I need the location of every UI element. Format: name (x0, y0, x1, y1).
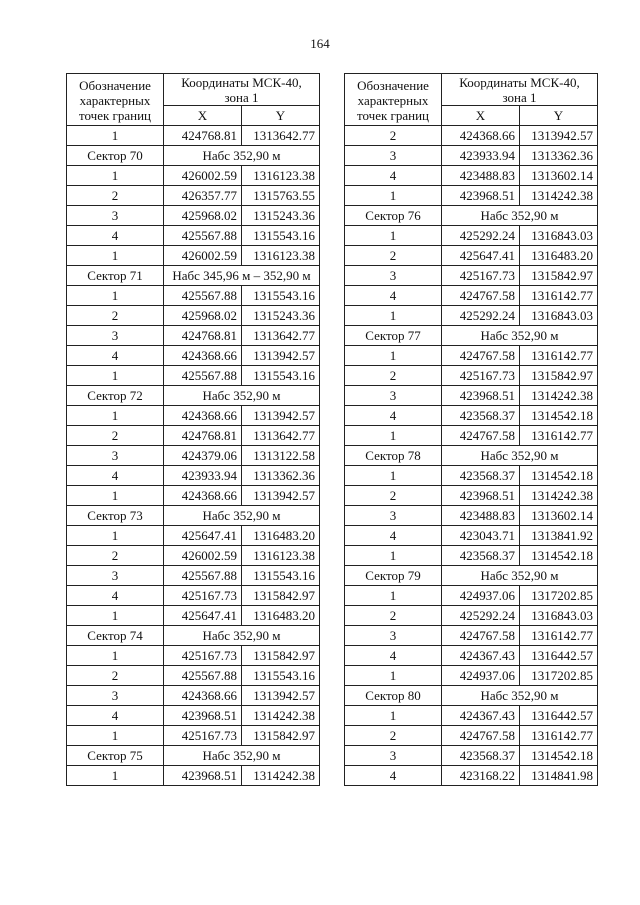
point-label: 1 (345, 586, 442, 606)
point-label: 3 (67, 326, 164, 346)
x-value: 423968.51 (164, 706, 242, 726)
coordinates-header-zone: зона 1 (502, 90, 537, 105)
x-value: 424768.81 (164, 126, 242, 146)
table-row (67, 586, 320, 606)
y-value: 1316123.38 (242, 546, 320, 566)
point-label: 3 (67, 566, 164, 586)
table-row (67, 566, 320, 586)
point-label: 1 (345, 346, 442, 366)
point-label: 1 (67, 166, 164, 186)
x-value: 426002.59 (164, 546, 242, 566)
y-value: 1315763.55 (242, 186, 320, 206)
table-row (345, 126, 598, 146)
coordinates-table-left (66, 73, 320, 786)
x-value: 424767.58 (442, 286, 520, 306)
table-row (67, 366, 320, 386)
table-row (67, 446, 320, 466)
point-label: 1 (345, 546, 442, 566)
table-row (345, 506, 598, 526)
y-value: 1313942.57 (242, 346, 320, 366)
table-row (67, 426, 320, 446)
sector-row (67, 146, 320, 166)
x-value: 425167.73 (164, 646, 242, 666)
table-row (345, 726, 598, 746)
y-value: 1315842.97 (242, 586, 320, 606)
y-value: 1313841.92 (520, 526, 598, 546)
point-label: 2 (67, 426, 164, 446)
page-number: 164 (310, 36, 330, 51)
sector-label: Сектор 79 (345, 566, 442, 586)
sector-label: Сектор 75 (67, 746, 164, 766)
point-label: 4 (345, 166, 442, 186)
y-value: 1316142.77 (520, 346, 598, 366)
y-value: 1316123.38 (242, 246, 320, 266)
point-label: 2 (345, 366, 442, 386)
table-row (345, 466, 598, 486)
x-value: 424379.06 (164, 446, 242, 466)
x-value: 423968.51 (442, 486, 520, 506)
x-value: 423488.83 (442, 506, 520, 526)
point-label: 3 (345, 746, 442, 766)
point-label: 2 (67, 306, 164, 326)
x-value: 424368.66 (164, 346, 242, 366)
table-row (67, 486, 320, 506)
sector-row (67, 506, 320, 526)
table-row (67, 406, 320, 426)
y-value: 1315842.97 (242, 646, 320, 666)
table-row (345, 226, 598, 246)
point-label: 1 (67, 246, 164, 266)
y-value: 1314542.18 (520, 406, 598, 426)
y-value: 1313122.58 (242, 446, 320, 466)
y-value: 1313942.57 (242, 486, 320, 506)
y-value: 1316142.77 (520, 286, 598, 306)
table-row (345, 346, 598, 366)
x-header: X (442, 106, 520, 126)
x-value: 424937.06 (442, 666, 520, 686)
sector-elevation: Набс 352,90 м (442, 326, 598, 346)
x-value: 426002.59 (164, 166, 242, 186)
y-value: 1313602.14 (520, 506, 598, 526)
sector-elevation: Набс 352,90 м (164, 146, 320, 166)
table-row (345, 546, 598, 566)
coordinates-table-right (344, 73, 598, 786)
x-value: 424367.43 (442, 646, 520, 666)
table-row (67, 326, 320, 346)
x-header: X (164, 106, 242, 126)
sector-row (345, 326, 598, 346)
point-label: 4 (67, 226, 164, 246)
point-label: 3 (67, 446, 164, 466)
table-row (345, 406, 598, 426)
x-value: 424368.66 (164, 406, 242, 426)
x-value: 423168.22 (442, 766, 520, 786)
point-label: 3 (345, 506, 442, 526)
y-value: 1316142.77 (520, 626, 598, 646)
y-value: 1314242.38 (520, 486, 598, 506)
point-designation-header-line: точек границ (356, 107, 430, 123)
point-label: 2 (345, 126, 442, 146)
x-value: 425167.73 (442, 266, 520, 286)
y-value: 1313942.57 (242, 686, 320, 706)
sector-elevation: Набс 352,90 м (164, 746, 320, 766)
table-row (67, 646, 320, 666)
x-value: 425647.41 (164, 606, 242, 626)
y-value: 1314242.38 (242, 766, 320, 786)
sector-label: Сектор 80 (345, 686, 442, 706)
y-header: Y (520, 106, 598, 126)
coordinates-header-line: Координаты МСК-40, (181, 75, 302, 90)
x-value: 423933.94 (442, 146, 520, 166)
point-designation-header-line: точек границ (78, 107, 152, 123)
y-value: 1316483.20 (242, 606, 320, 626)
point-label: 3 (345, 386, 442, 406)
point-label: 4 (345, 406, 442, 426)
x-value: 423568.37 (442, 546, 520, 566)
point-label: 1 (67, 486, 164, 506)
y-value: 1315543.16 (242, 366, 320, 386)
point-label: 4 (345, 286, 442, 306)
table-row (345, 286, 598, 306)
x-value: 424767.58 (442, 726, 520, 746)
x-value: 423568.37 (442, 406, 520, 426)
y-value: 1316142.77 (520, 726, 598, 746)
point-label: 2 (345, 486, 442, 506)
x-value: 423968.51 (164, 766, 242, 786)
sector-label: Сектор 78 (345, 446, 442, 466)
point-label: 1 (67, 126, 164, 146)
table-row (67, 206, 320, 226)
point-label: 1 (345, 226, 442, 246)
point-designation-header (345, 74, 442, 126)
sector-label: Сектор 73 (67, 506, 164, 526)
point-label: 1 (345, 186, 442, 206)
table-row (345, 626, 598, 646)
sector-row (67, 746, 320, 766)
table-row (345, 666, 598, 686)
x-value: 425292.24 (442, 306, 520, 326)
table-row (67, 286, 320, 306)
y-value: 1314242.38 (242, 706, 320, 726)
point-label: 1 (67, 646, 164, 666)
y-value: 1315543.16 (242, 286, 320, 306)
sector-label: Сектор 77 (345, 326, 442, 346)
x-value: 426357.77 (164, 186, 242, 206)
point-label: 3 (345, 146, 442, 166)
y-value: 1315543.16 (242, 566, 320, 586)
point-label: 3 (67, 686, 164, 706)
table-row (345, 306, 598, 326)
x-value: 424768.81 (164, 326, 242, 346)
point-label: 3 (345, 626, 442, 646)
y-value: 1315842.97 (242, 726, 320, 746)
y-value: 1315243.36 (242, 206, 320, 226)
sector-label: Сектор 76 (345, 206, 442, 226)
sector-elevation: Набс 352,90 м (164, 386, 320, 406)
point-label: 1 (345, 666, 442, 686)
point-designation-header-line: характерных (357, 92, 429, 108)
x-value: 423933.94 (164, 466, 242, 486)
y-header: Y (242, 106, 320, 126)
header-row (67, 74, 320, 106)
x-value: 425292.24 (442, 226, 520, 246)
x-value: 425567.88 (164, 666, 242, 686)
x-value: 425647.41 (164, 526, 242, 546)
x-value: 425567.88 (164, 226, 242, 246)
table-row (67, 346, 320, 366)
point-label: 1 (345, 706, 442, 726)
point-label: 1 (67, 726, 164, 746)
y-value: 1315543.16 (242, 666, 320, 686)
y-value: 1313642.77 (242, 126, 320, 146)
table-row (345, 366, 598, 386)
point-label: 3 (345, 266, 442, 286)
sector-elevation: Набс 352,90 м (442, 686, 598, 706)
x-value: 423043.71 (442, 526, 520, 546)
y-value: 1315543.16 (242, 226, 320, 246)
sector-label: Сектор 74 (67, 626, 164, 646)
y-value: 1313602.14 (520, 166, 598, 186)
point-label: 3 (67, 206, 164, 226)
sector-row (345, 206, 598, 226)
x-value: 425647.41 (442, 246, 520, 266)
sector-label: Сектор 72 (67, 386, 164, 406)
sector-row (345, 686, 598, 706)
y-value: 1316483.20 (520, 246, 598, 266)
point-label: 1 (345, 306, 442, 326)
point-label: 2 (67, 186, 164, 206)
table-row (67, 606, 320, 626)
x-value: 425968.02 (164, 306, 242, 326)
table-row (345, 526, 598, 546)
table-row (67, 466, 320, 486)
sector-elevation: Набс 352,90 м (164, 506, 320, 526)
x-value: 424768.81 (164, 426, 242, 446)
point-label: 1 (67, 366, 164, 386)
sector-row (345, 446, 598, 466)
coordinates-header (164, 74, 320, 106)
y-value: 1313642.77 (242, 326, 320, 346)
x-value: 423568.37 (442, 746, 520, 766)
y-value: 1313942.57 (520, 126, 598, 146)
x-value: 423968.51 (442, 386, 520, 406)
header-row (345, 74, 598, 106)
y-value: 1316142.77 (520, 426, 598, 446)
point-designation-header-line: Обозначение (79, 77, 151, 93)
table-row (67, 226, 320, 246)
table-row (345, 266, 598, 286)
table-row (67, 706, 320, 726)
table-row (67, 726, 320, 746)
table-row (67, 686, 320, 706)
table-row (67, 306, 320, 326)
x-value: 423488.83 (442, 166, 520, 186)
sector-elevation: Набс 352,90 м (442, 446, 598, 466)
y-value: 1317202.85 (520, 666, 598, 686)
sector-row (67, 386, 320, 406)
point-label: 4 (345, 646, 442, 666)
point-designation-header (67, 74, 164, 126)
point-label: 1 (345, 466, 442, 486)
y-value: 1316442.57 (520, 706, 598, 726)
y-value: 1317202.85 (520, 586, 598, 606)
x-value: 424937.06 (442, 586, 520, 606)
y-value: 1316123.38 (242, 166, 320, 186)
table-row (345, 706, 598, 726)
y-value: 1315243.36 (242, 306, 320, 326)
sector-row (345, 566, 598, 586)
point-label: 2 (345, 726, 442, 746)
table-row (345, 606, 598, 626)
table-row (345, 586, 598, 606)
point-label: 2 (345, 606, 442, 626)
x-value: 424767.58 (442, 346, 520, 366)
coordinates-header (442, 74, 598, 106)
table-row (67, 186, 320, 206)
point-label: 4 (67, 466, 164, 486)
point-label: 1 (345, 426, 442, 446)
table-row (67, 766, 320, 786)
sector-row (67, 266, 320, 286)
point-label: 4 (67, 586, 164, 606)
point-label: 4 (67, 706, 164, 726)
point-label: 2 (345, 246, 442, 266)
x-value: 424368.66 (164, 686, 242, 706)
y-value: 1314542.18 (520, 746, 598, 766)
point-label: 2 (67, 546, 164, 566)
sector-elevation: Набс 352,90 м (442, 566, 598, 586)
point-label: 4 (345, 766, 442, 786)
point-label: 1 (67, 286, 164, 306)
table-row (345, 426, 598, 446)
sector-row (67, 626, 320, 646)
sector-elevation: Набс 352,90 м (164, 626, 320, 646)
table-row (67, 126, 320, 146)
table-row (345, 246, 598, 266)
point-label: 1 (67, 406, 164, 426)
sector-elevation: Набс 345,96 м – 352,90 м (164, 266, 320, 286)
table-row (67, 526, 320, 546)
x-value: 425292.24 (442, 606, 520, 626)
y-value: 1314542.18 (520, 546, 598, 566)
y-value: 1316843.03 (520, 306, 598, 326)
coordinates-header-line: Координаты МСК-40, (459, 75, 580, 90)
table-row (345, 766, 598, 786)
point-label: 2 (67, 666, 164, 686)
x-value: 425167.73 (164, 586, 242, 606)
y-value: 1314242.38 (520, 386, 598, 406)
y-value: 1313642.77 (242, 426, 320, 446)
x-value: 425567.88 (164, 366, 242, 386)
point-label: 1 (67, 766, 164, 786)
table-row (67, 666, 320, 686)
x-value: 424367.43 (442, 706, 520, 726)
table-row (345, 166, 598, 186)
y-value: 1313362.36 (242, 466, 320, 486)
table-row (67, 246, 320, 266)
y-value: 1316483.20 (242, 526, 320, 546)
table-row (67, 546, 320, 566)
y-value: 1315842.97 (520, 266, 598, 286)
x-value: 425167.73 (442, 366, 520, 386)
y-value: 1316843.03 (520, 606, 598, 626)
point-label: 1 (67, 606, 164, 626)
x-value: 424368.66 (164, 486, 242, 506)
x-value: 425567.88 (164, 566, 242, 586)
y-value: 1314841.98 (520, 766, 598, 786)
table-row (345, 386, 598, 406)
x-value: 426002.59 (164, 246, 242, 266)
y-value: 1315842.97 (520, 366, 598, 386)
y-value: 1314242.38 (520, 186, 598, 206)
x-value: 424368.66 (442, 126, 520, 146)
sector-label: Сектор 70 (67, 146, 164, 166)
point-label: 1 (67, 526, 164, 546)
x-value: 425567.88 (164, 286, 242, 306)
y-value: 1316843.03 (520, 226, 598, 246)
x-value: 425167.73 (164, 726, 242, 746)
x-value: 423568.37 (442, 466, 520, 486)
table-row (345, 746, 598, 766)
point-designation-header-line: характерных (79, 92, 151, 108)
x-value: 423968.51 (442, 186, 520, 206)
y-value: 1316442.57 (520, 646, 598, 666)
x-value: 424767.58 (442, 626, 520, 646)
x-value: 425968.02 (164, 206, 242, 226)
y-value: 1313362.36 (520, 146, 598, 166)
table-row (345, 486, 598, 506)
y-value: 1313942.57 (242, 406, 320, 426)
sector-label: Сектор 71 (67, 266, 164, 286)
y-value: 1314542.18 (520, 466, 598, 486)
sector-elevation: Набс 352,90 м (442, 206, 598, 226)
table-row (345, 646, 598, 666)
table-row (345, 186, 598, 206)
point-label: 4 (345, 526, 442, 546)
coordinates-header-zone: зона 1 (224, 90, 259, 105)
x-value: 424767.58 (442, 426, 520, 446)
table-row (345, 146, 598, 166)
point-label: 4 (67, 346, 164, 366)
table-row (67, 166, 320, 186)
point-designation-header-line: Обозначение (357, 77, 429, 93)
